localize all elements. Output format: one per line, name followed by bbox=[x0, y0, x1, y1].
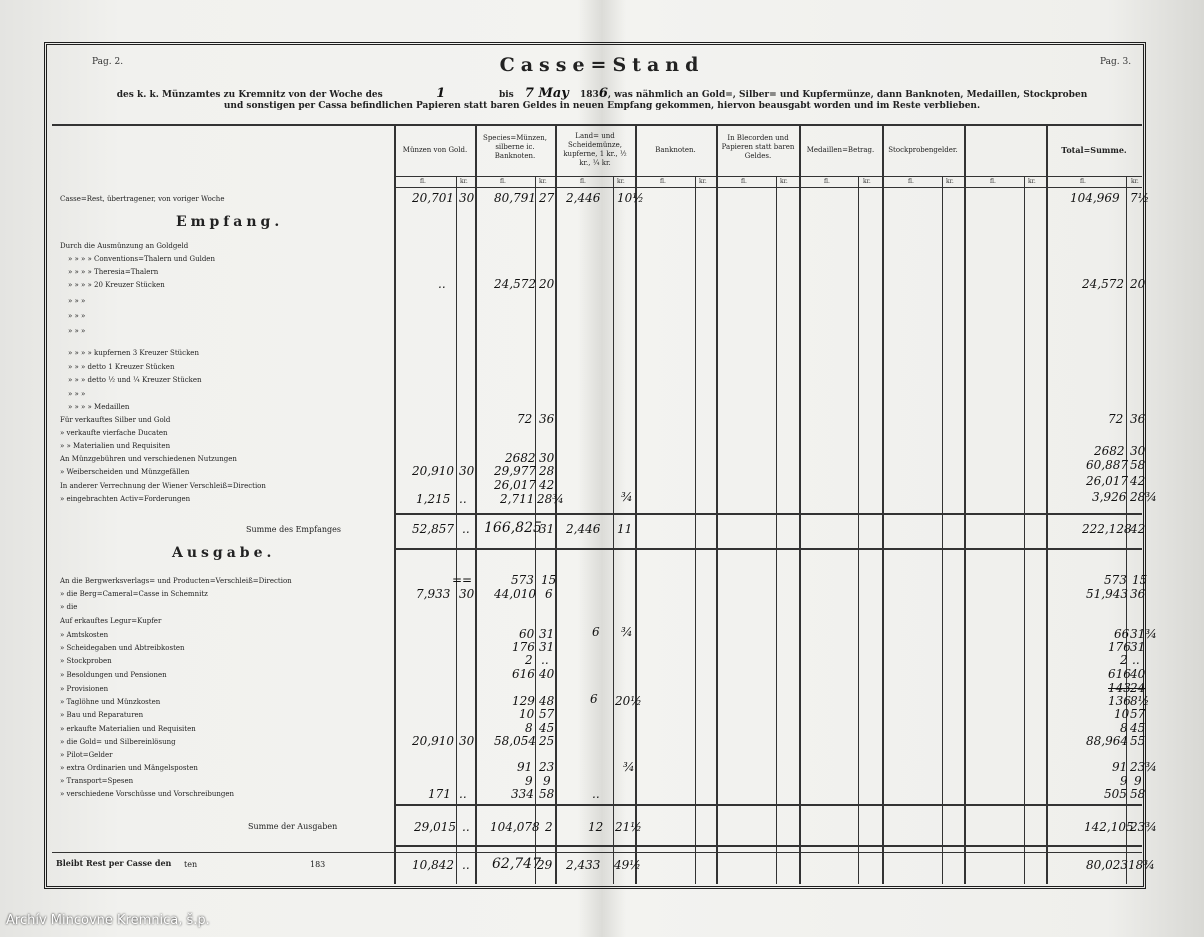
column-header-gold: Münzen von Gold. bbox=[402, 146, 468, 154]
value-r16-spec-kr: 30 bbox=[539, 451, 555, 465]
ausgabe-sum-top-rule bbox=[395, 804, 1142, 806]
label-column-divider bbox=[394, 124, 396, 884]
row-label-r6: » » » bbox=[68, 312, 86, 320]
value-rest-total-kr: 18¾ bbox=[1128, 858, 1155, 872]
row-label-r14: » verkaufte vierfache Ducaten bbox=[60, 429, 168, 437]
row-label-a10: » Taglöhne und Münzkosten bbox=[60, 698, 161, 706]
row-label-r3: » » » » Theresia=Thalern bbox=[68, 268, 159, 276]
unit-kr-blank: kr. bbox=[1028, 178, 1036, 185]
blank-kr-divider bbox=[1024, 176, 1025, 884]
value-a12-spec-kr: 45 bbox=[539, 721, 555, 735]
value-sum-ausgabe-land-kr: 21½ bbox=[615, 820, 642, 834]
page-number-right: Pag. 3. bbox=[1100, 57, 1132, 67]
ledger-frame bbox=[44, 42, 1146, 889]
row-label-r7: » » » bbox=[68, 327, 86, 335]
value-a8-spec-fl: 616 bbox=[512, 667, 535, 681]
value-a17-total-kr: 58 bbox=[1130, 787, 1146, 801]
header-top-rule bbox=[52, 124, 1142, 126]
value-a10-spec-fl: 129 bbox=[512, 694, 535, 708]
blank-column-divider bbox=[1046, 124, 1048, 884]
value-a2-spec-fl: 44,010 bbox=[494, 587, 536, 601]
column-header-papiere: In Blecorden und Papieren statt baren Geldes. bbox=[721, 134, 795, 160]
row-label-a15: » extra Ordinarien und Mängelsposten bbox=[60, 764, 198, 772]
unit-fl-medaillen: fl. bbox=[824, 178, 830, 185]
value-r13-total-kr: 36 bbox=[1130, 412, 1146, 426]
value-r17-spec-fl: 29,977 bbox=[494, 464, 536, 478]
value-a8-total-fl: 616 bbox=[1108, 667, 1131, 681]
row-label-r16: An Münzgebühren und verschiedenen Nutzungen bbox=[60, 455, 237, 463]
unit-fl-land: fl. bbox=[580, 178, 586, 185]
value-a10-total-kr: 8½ bbox=[1130, 694, 1150, 708]
value-a16-total-kr: 9 bbox=[1134, 774, 1142, 788]
value-a12-total-kr: 45 bbox=[1130, 721, 1146, 735]
value-a17-spec-fl: 334 bbox=[511, 787, 534, 801]
gold-column-divider bbox=[475, 124, 477, 884]
page-number-left: Pag. 2. bbox=[92, 57, 124, 67]
row-label-r18: In anderer Verrechnung der Wiener Verschleiß=Direction bbox=[60, 482, 266, 490]
value-sum-ausgabe-land-fl: 12 bbox=[588, 820, 604, 834]
value-a5-land-kr: ¾ bbox=[621, 625, 633, 639]
value-a13-gold-kr: 30 bbox=[459, 734, 475, 748]
value-a11-total-fl: 10 bbox=[1114, 707, 1130, 721]
value-a2-spec-kr: 6 bbox=[545, 587, 553, 601]
gold-kr-divider bbox=[456, 176, 457, 884]
row-label-a14: » Pilot=Gelder bbox=[60, 751, 113, 759]
value-r17-total-fl: 60,887 bbox=[1086, 458, 1128, 472]
value-carry-land-fl: 2,446 bbox=[566, 191, 601, 205]
row-label-a5: » Amtskosten bbox=[60, 631, 109, 639]
value-r18-total-fl: 26,017 bbox=[1086, 474, 1128, 488]
row-label-a3: » die bbox=[60, 603, 78, 611]
value-a16-spec-fl: 9 bbox=[525, 774, 533, 788]
value-sum-ausgabe-total-fl: 142,105 bbox=[1084, 820, 1134, 834]
value-rest-land-kr: 49½ bbox=[614, 858, 641, 872]
row-label-a7: » Stockproben bbox=[60, 657, 112, 665]
value-a5-spec-kr: 31 bbox=[539, 627, 555, 641]
value-a2-gold-fl: 7,933 bbox=[416, 587, 451, 601]
row-label-r12: » » » » Medaillen bbox=[68, 403, 130, 411]
value-a17-total-fl: 505 bbox=[1104, 787, 1127, 801]
row-label-a2: » die Berg=Cameral=Casse in Schemnitz bbox=[60, 590, 208, 598]
value-a9-total-kr: 24 bbox=[1130, 681, 1146, 695]
value-sum-empfang-land-fl: 2,446 bbox=[566, 522, 601, 536]
row-label-r15: » » Materialien und Requisiten bbox=[60, 442, 171, 450]
value-a7-total-fl: 2 bbox=[1120, 653, 1128, 667]
value-a11-spec-fl: 10 bbox=[519, 707, 535, 721]
value-a5-total-kr: 31¾ bbox=[1130, 627, 1157, 641]
value-a10-land-fl: 6 bbox=[590, 692, 598, 706]
value-a9-total-fl: 143 bbox=[1108, 681, 1131, 695]
row-label-carry: Casse=Rest, übertragener, von voriger Woche bbox=[60, 195, 225, 203]
value-a10-land-kr: 20½ bbox=[615, 694, 642, 708]
row-label-a9: » Provisionen bbox=[60, 685, 109, 693]
value-a15-total-fl: 91 bbox=[1112, 760, 1128, 774]
subtitle-part-c: , was nähmlich an Gold=, Silber= und Kupfermünze, dann Banknoten, Medaillen, Stockproben bbox=[607, 90, 1088, 100]
value-a13-total-fl: 88,964 bbox=[1086, 734, 1128, 748]
unit-kr-species: kr. bbox=[539, 178, 547, 185]
value-a7-spec-fl: 2 bbox=[525, 653, 533, 667]
value-r17-spec-kr: 28 bbox=[539, 464, 555, 478]
column-header-banknoten: Banknoten. bbox=[655, 146, 696, 154]
value-r19-total-fl: 3,926 bbox=[1092, 490, 1127, 504]
value-a15-spec-kr: 23 bbox=[539, 760, 555, 774]
value-sum-ausgabe-gold-fl: 29,015 bbox=[414, 820, 456, 834]
value-sum-empfang-gold-fl: 52,857 bbox=[412, 522, 454, 536]
column-header-medaillen: Medaillen=Betrag. bbox=[806, 146, 875, 154]
handwritten-week-to: 7 May bbox=[524, 86, 569, 101]
value-a7-spec-kr: .. bbox=[541, 653, 549, 667]
row-label-a6: » Scheidegaben und Abtreibkosten bbox=[60, 644, 185, 652]
value-a8-spec-kr: 40 bbox=[539, 667, 555, 681]
value-a2-total-fl: 51,943 bbox=[1086, 587, 1128, 601]
value-a1-total-kr: 15 bbox=[1132, 573, 1148, 587]
value-r18-total-kr: 42 bbox=[1130, 474, 1146, 488]
unit-kr-stockproben: kr. bbox=[946, 178, 954, 185]
value-rest-spec-fl: 62,747 bbox=[492, 856, 541, 872]
row-label-a1: An die Bergwerksverlags= und Producten=Verschleiß=Direction bbox=[60, 577, 292, 585]
value-a15-land-kr: ¾ bbox=[623, 760, 635, 774]
value-a12-total-fl: 8 bbox=[1120, 721, 1128, 735]
value-sum-empfang-gold-kr: .. bbox=[462, 522, 470, 536]
value-a12-spec-fl: 8 bbox=[525, 721, 533, 735]
value-a10-spec-kr: 48 bbox=[539, 694, 555, 708]
value-r18-spec-kr: 42 bbox=[539, 478, 555, 492]
unit-kr-gold: kr. bbox=[460, 178, 468, 185]
value-a5-total-fl: 66 bbox=[1114, 627, 1130, 641]
value-sum-empfang-total-fl: 222,128 bbox=[1082, 522, 1132, 536]
row-label-r19: » eingebrachten Activ=Forderungen bbox=[60, 495, 191, 503]
value-r4-spec-kr: 20 bbox=[539, 277, 555, 291]
value-sum-empfang-spec-fl: 166,825 bbox=[484, 520, 542, 536]
value-rest-spec-kr: 29 bbox=[537, 858, 553, 872]
unit-fl-blank: fl. bbox=[990, 178, 996, 185]
value-a5-land-fl: 6 bbox=[592, 625, 600, 639]
column-header-total: Total=Summe. bbox=[1061, 145, 1127, 155]
unit-fl-gold: fl. bbox=[420, 178, 426, 185]
row-label-rest-year: 183 bbox=[310, 860, 326, 869]
value-a1-gold-fl: == bbox=[452, 573, 473, 587]
unit-fl-total: fl. bbox=[1080, 178, 1086, 185]
value-a6-spec-fl: 176 bbox=[512, 640, 535, 654]
value-r19-gold-fl: 1,215 bbox=[416, 492, 451, 506]
row-label-a8: » Besoldungen und Pensionen bbox=[60, 671, 167, 679]
value-sum-empfang-total-kr: 42 bbox=[1130, 522, 1146, 536]
value-sum-ausgabe-spec-fl: 104,078 bbox=[490, 820, 540, 834]
value-r19-total-kr: 28¾ bbox=[1130, 490, 1157, 504]
row-label-r17: » Weiberscheiden und Münzgefällen bbox=[60, 468, 190, 476]
header-bottom-rule bbox=[395, 187, 1142, 188]
handwritten-year-digit: 6 bbox=[598, 86, 608, 101]
value-a13-gold-fl: 20,910 bbox=[412, 734, 454, 748]
unit-kr-land: kr. bbox=[617, 178, 625, 185]
section-heading-empfang: Empfang. bbox=[176, 214, 284, 230]
value-r19-spec-fl: 2,711 bbox=[500, 492, 535, 506]
value-a7-total-kr: .. bbox=[1132, 653, 1140, 667]
row-label-rest: Bleibt Rest per Casse den bbox=[56, 858, 172, 868]
row-label-r1: Durch die Ausmünzung an Goldgeld bbox=[60, 242, 189, 250]
unit-kr-papiere: kr. bbox=[780, 178, 788, 185]
value-a10-total-fl: 136 bbox=[1108, 694, 1131, 708]
row-label-sum-ausgabe: Summe der Ausgaben bbox=[248, 822, 338, 831]
value-r16-spec-fl: 2682 bbox=[505, 451, 536, 465]
value-r19-gold-kr: .. bbox=[459, 492, 467, 506]
empfang-sum-top-rule bbox=[395, 513, 1142, 515]
banknoten-column-divider bbox=[716, 124, 718, 884]
stockproben-kr-divider bbox=[942, 176, 943, 884]
value-a11-spec-kr: 57 bbox=[539, 707, 555, 721]
value-a13-total-kr: 55 bbox=[1130, 734, 1146, 748]
header-unit-rule bbox=[395, 176, 1142, 177]
value-a17-land-fl: .. bbox=[592, 787, 600, 801]
value-rest-total-fl: 80,023 bbox=[1086, 858, 1128, 872]
unit-fl-papiere: fl. bbox=[741, 178, 747, 185]
archive-watermark: Archív Mincovne Kremnica, š.p. bbox=[6, 913, 210, 928]
value-a5-spec-fl: 60 bbox=[519, 627, 535, 641]
value-a8-total-kr: 40 bbox=[1130, 667, 1146, 681]
value-sum-ausgabe-spec-kr: 2 bbox=[545, 820, 553, 834]
unit-kr-banknoten: kr. bbox=[699, 178, 707, 185]
subtitle-line-2: und sonstigen per Cassa befindlichen Papieren statt baren Geldes in neuen Empfang gekommen, hiervon beausgabt worden und im Reste verblieben. bbox=[223, 101, 981, 111]
row-label-r11: » » » bbox=[68, 390, 86, 398]
column-header-species: Species=Münzen, silberne ic. Banknoten. bbox=[483, 134, 547, 160]
land-column-divider bbox=[635, 124, 637, 884]
value-a17-gold-fl: 171 bbox=[428, 787, 451, 801]
unit-fl-banknoten: fl. bbox=[660, 178, 666, 185]
row-label-a11: » Bau und Reparaturen bbox=[60, 711, 144, 719]
ausgabe-sum-bottom-rule bbox=[395, 845, 1142, 847]
row-label-a16: » Transport=Spesen bbox=[60, 777, 134, 785]
stockproben-column-divider bbox=[964, 124, 966, 884]
row-label-sum-empfang: Summe des Empfanges bbox=[246, 525, 341, 534]
row-label-r8: » » » » kupfernen 3 Kreuzer Stücken bbox=[68, 349, 199, 357]
value-a13-spec-kr: 25 bbox=[539, 734, 555, 748]
value-r4-spec-fl: 24,572 bbox=[494, 277, 536, 291]
value-a6-spec-kr: 31 bbox=[539, 640, 555, 654]
row-label-a4: Auf erkauftes Legur=Kupfer bbox=[60, 617, 162, 625]
value-carry-total-kr: 7½ bbox=[1130, 191, 1150, 205]
row-label-rest-ten: ten bbox=[184, 860, 198, 869]
rest-top-rule bbox=[52, 852, 1142, 853]
value-r19-land-kr: ¾ bbox=[621, 490, 633, 504]
value-r13-spec-fl: 72 bbox=[517, 412, 533, 426]
value-r16-total-kr: 30 bbox=[1130, 444, 1146, 458]
row-label-r9: » » » detto 1 Kreuzer Stücken bbox=[68, 363, 175, 371]
unit-kr-medaillen: kr. bbox=[863, 178, 871, 185]
value-a1-spec-kr: 15 bbox=[541, 573, 557, 587]
value-a6-total-fl: 176 bbox=[1108, 640, 1131, 654]
value-a16-total-fl: 9 bbox=[1120, 774, 1128, 788]
value-rest-gold-kr: .. bbox=[462, 858, 470, 872]
value-r17-gold-kr: 30 bbox=[459, 464, 475, 478]
column-header-land: Land= und Scheidemünze, kupferne, 1 kr., ½ kr., ¼ kr. bbox=[563, 132, 627, 167]
value-a2-total-kr: 36 bbox=[1130, 587, 1146, 601]
value-r4-total-fl: 24,572 bbox=[1082, 277, 1124, 291]
medaillen-column-divider bbox=[882, 124, 884, 884]
subtitle-part-a: des k. k. Münzamtes zu Kremnitz von der Woche des bbox=[116, 90, 383, 100]
unit-kr-total: kr. bbox=[1131, 178, 1139, 185]
printed-year: 183 bbox=[580, 90, 599, 100]
row-label-a13: » die Gold= und Silbereinlösung bbox=[60, 738, 176, 746]
value-a6-total-kr: 31 bbox=[1130, 640, 1146, 654]
value-carry-total-fl: 104,969 bbox=[1070, 191, 1120, 205]
row-label-a12: » erkaufte Materialien und Requisiten bbox=[60, 725, 196, 733]
value-a15-spec-fl: 91 bbox=[517, 760, 533, 774]
value-rest-gold-fl: 10,842 bbox=[412, 858, 454, 872]
value-a17-spec-kr: 58 bbox=[539, 787, 555, 801]
papiere-column-divider bbox=[799, 124, 801, 884]
empfang-sum-bottom-rule bbox=[395, 548, 1142, 550]
value-sum-ausgabe-gold-kr: .. bbox=[462, 820, 470, 834]
value-r17-total-kr: 58 bbox=[1130, 458, 1146, 472]
value-r18-spec-fl: 26,017 bbox=[494, 478, 536, 492]
value-r16-total-fl: 2682 bbox=[1094, 444, 1125, 458]
value-carry-spec-kr: 27 bbox=[539, 191, 555, 205]
value-r13-spec-kr: 36 bbox=[539, 412, 555, 426]
land-kr-divider bbox=[613, 176, 614, 884]
value-r4-total-kr: 20 bbox=[1130, 277, 1146, 291]
section-heading-ausgabe: Ausgabe. bbox=[172, 545, 276, 561]
unit-fl-stockproben: fl. bbox=[908, 178, 914, 185]
value-carry-spec-fl: 80,791 bbox=[494, 191, 536, 205]
value-a13-spec-fl: 58,054 bbox=[494, 734, 536, 748]
value-a2-gold-kr: 30 bbox=[459, 587, 475, 601]
value-a1-spec-fl: 573 bbox=[511, 573, 534, 587]
value-carry-land-kr: 10½ bbox=[617, 191, 644, 205]
row-label-a17: » verschiedene Vorschüsse und Vorschreibungen bbox=[60, 790, 234, 798]
row-label-r13: Für verkauftes Silber und Gold bbox=[60, 416, 171, 424]
value-a11-total-kr: 57 bbox=[1130, 707, 1146, 721]
value-sum-empfang-spec-kr: 31 bbox=[539, 522, 555, 536]
value-r13-total-fl: 72 bbox=[1108, 412, 1124, 426]
row-label-r2: » » » » Conventions=Thalern und Gulden bbox=[68, 255, 215, 263]
papiere-kr-divider bbox=[776, 176, 777, 884]
ledger-title: Casse=Stand bbox=[499, 54, 705, 76]
row-label-r4: » » » » 20 Kreuzer Stücken bbox=[68, 281, 165, 289]
value-r19-spec-kr: 28¾ bbox=[537, 492, 564, 506]
value-carry-gold-kr: 30 bbox=[459, 191, 475, 205]
column-header-stockproben: Stockprobengelder. bbox=[888, 146, 958, 154]
value-a15-total-kr: 23¾ bbox=[1130, 760, 1157, 774]
row-label-r5: » » » bbox=[68, 297, 86, 305]
value-sum-ausgabe-total-kr: 23¾ bbox=[1130, 820, 1157, 834]
banknoten-kr-divider bbox=[695, 176, 696, 884]
value-a16-spec-kr: 9 bbox=[543, 774, 551, 788]
subtitle-part-b: bis bbox=[498, 90, 514, 100]
value-r17-gold-fl: 20,910 bbox=[412, 464, 454, 478]
medaillen-kr-divider bbox=[858, 176, 859, 884]
value-a1-total-fl: 573 bbox=[1104, 573, 1127, 587]
value-r4-gold-fl: .. bbox=[438, 277, 446, 291]
value-carry-gold-fl: 20,701 bbox=[412, 191, 454, 205]
handwritten-week-from: 1 bbox=[436, 86, 446, 101]
value-sum-empfang-land-kr: 11 bbox=[617, 522, 633, 536]
value-a17-gold-kr: .. bbox=[459, 787, 467, 801]
row-label-r10: » » » detto ½ und ¼ Kreuzer Stücken bbox=[68, 376, 202, 384]
unit-fl-species: fl. bbox=[500, 178, 506, 185]
value-rest-land-fl: 2,433 bbox=[566, 858, 601, 872]
subtitle-line-1 bbox=[0, 86, 1204, 101]
